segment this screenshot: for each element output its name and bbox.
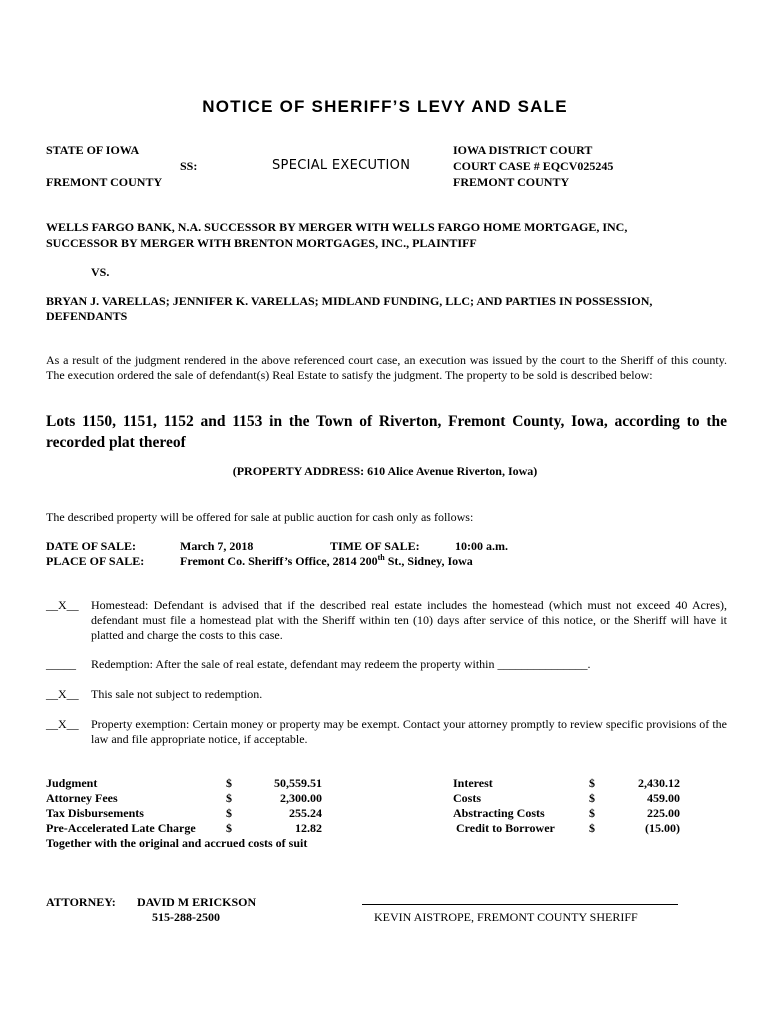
intro-paragraph: As a result of the judgment rendered in the above referenced court case, an execution was issued by the court to the Sheriff of this county. The execution ordered the sale of defendant(s) Real Estate to satisfy the judgment. The property to be sold is described below: (46, 353, 727, 382)
place-of-sale-value: Fremont Co. Sheriff’s Office, 2814 200th St., Sidney, Iowa (180, 553, 473, 568)
date-of-sale-label: DATE OF SALE: (46, 539, 137, 553)
cost-amount: 255.24 (289, 806, 322, 820)
ss-label: SS: (180, 159, 198, 173)
cost-amount: 2,300.00 (280, 791, 322, 805)
cost-currency: $ (226, 776, 232, 790)
date-of-sale-value: March 7, 2018 (180, 539, 254, 553)
property-legal-description: Lots 1150, 1151, 1152 and 1153 in the Town of Riverton, Fremont County, Iowa, according to the recorded plat thereof (46, 413, 727, 451)
cost-amount: 12.82 (295, 821, 322, 835)
cost-label: Attorney Fees (46, 791, 118, 805)
cost-currency: $ (589, 791, 595, 805)
property-address: (PROPERTY ADDRESS: 610 Alice Avenue Riverton, Iowa) (232, 464, 538, 478)
cost-currency: $ (589, 821, 595, 835)
county-left-label: FREMONT COUNTY (46, 175, 163, 189)
cost-currency: $ (226, 806, 232, 820)
signature-line (362, 904, 678, 905)
execution-type: SPECIAL EXECUTION (272, 158, 411, 173)
attorney-phone: 515-288-2500 (152, 910, 220, 924)
exemption-text: Property exemption: Certain money or property may be exempt. Contact your attorney promptly to review specific provisions of the law and file appropriate notice, if acceptable. (91, 717, 727, 746)
cost-amount: 50,559.51 (274, 776, 322, 790)
cost-label: Interest (453, 776, 493, 790)
attorney-name: DAVID M ERICKSON (137, 895, 257, 909)
cost-amount: 225.00 (647, 806, 680, 820)
cost-amount: (15.00) (645, 821, 680, 835)
cost-currency: $ (226, 791, 232, 805)
exemption-mark: __X__ (46, 717, 79, 731)
redemption-text: Redemption: After the sale of real estate, defendant may redeem the property within _______________. (91, 657, 591, 671)
cost-amount: 459.00 (647, 791, 680, 805)
no-redemption-mark: __X__ (46, 687, 79, 701)
time-of-sale-label: TIME OF SALE: (330, 539, 420, 553)
homestead-text: Homestead: Defendant is advised that if the described real estate includes the homestead (which must not exceed 40 Acres), defendant must file a homestead plat with the Sheriff within ten (10) days after service of this notice, or the Sheriff will have it platted and charge the costs to this case. (91, 598, 727, 642)
document-title: NOTICE OF SHERIFF’S LEVY AND SALE (202, 97, 568, 116)
court-label: IOWA DISTRICT COURT (453, 143, 593, 157)
sheriff-name: KEVIN AISTROPE, FREMONT COUNTY SHERIFF (374, 910, 638, 924)
cost-label: Tax Disbursements (46, 806, 144, 820)
accrued-costs-note: Together with the original and accrued costs of suit (46, 836, 308, 850)
attorney-label: ATTORNEY: (46, 895, 116, 909)
homestead-mark: __X__ (46, 598, 79, 612)
versus-label: VS. (91, 265, 110, 279)
cost-label: Judgment (46, 776, 98, 790)
cost-currency: $ (589, 806, 595, 820)
plaintiff-line-1: WELLS FARGO BANK, N.A. SUCCESSOR BY MERGER WITH WELLS FARGO HOME MORTGAGE, INC, (46, 220, 628, 234)
court-case-label: COURT CASE # EQCV025245 (453, 159, 614, 173)
plaintiff-line-2: SUCCESSOR BY MERGER WITH BRENTON MORTGAGES, INC., PLAINTIFF (46, 236, 477, 250)
cost-label: Costs (453, 791, 482, 805)
time-of-sale-value: 10:00 a.m. (455, 539, 508, 553)
defendant-line-2: DEFENDANTS (46, 309, 128, 323)
county-right-label: FREMONT COUNTY (453, 175, 570, 189)
cost-label: Credit to Borrower (456, 821, 555, 835)
defendant-line-1: BRYAN J. VARELLAS; JENNIFER K. VARELLAS; MIDLAND FUNDING, LLC; AND PARTIES IN POSSESSION, (46, 294, 653, 308)
cost-label: Pre-Accelerated Late Charge (46, 821, 196, 835)
place-of-sale-label: PLACE OF SALE: (46, 554, 145, 568)
redemption-mark: _____ (46, 657, 76, 671)
state-label: STATE OF IOWA (46, 143, 140, 157)
auction-statement: The described property will be offered for sale at public auction for cash only as follows: (46, 510, 474, 524)
cost-amount: 2,430.12 (638, 776, 680, 790)
cost-currency: $ (589, 776, 595, 790)
no-redemption-text: This sale not subject to redemption. (91, 687, 263, 701)
cost-currency: $ (226, 821, 232, 835)
cost-label: Abstracting Costs (453, 806, 545, 820)
